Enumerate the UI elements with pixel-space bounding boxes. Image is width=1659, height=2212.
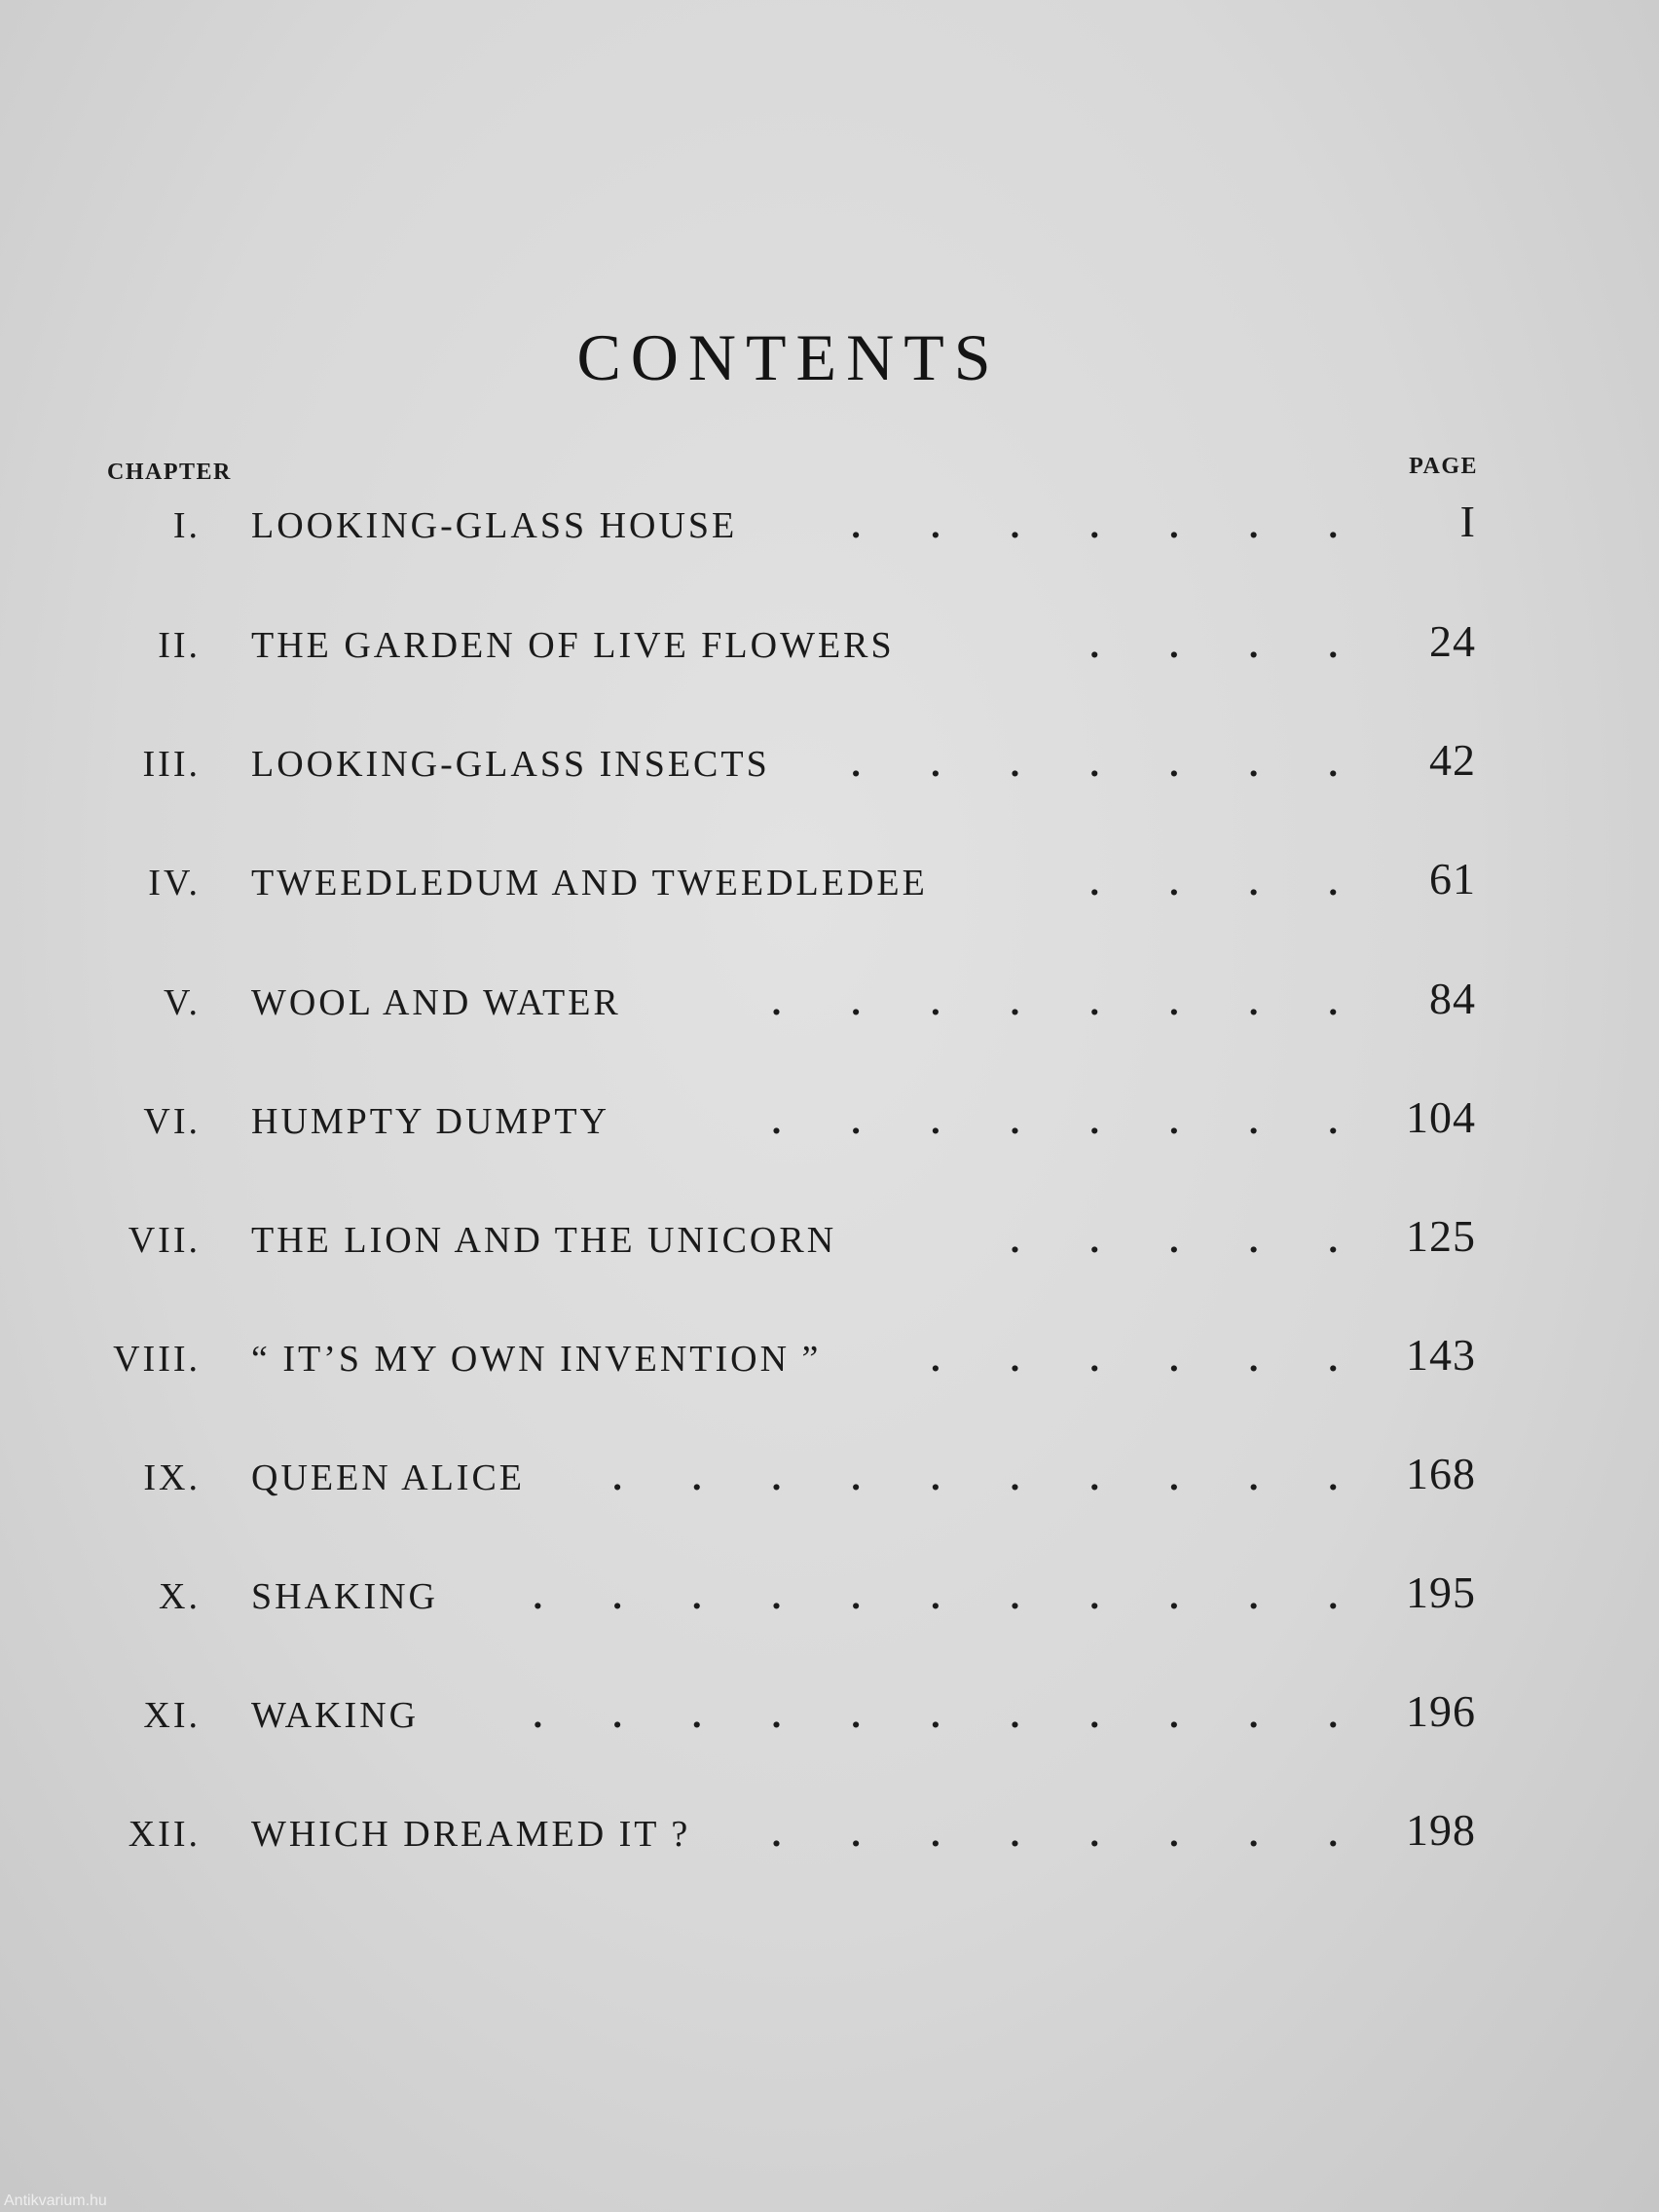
toc-entry [0, 1439, 1659, 1517]
chapter-title: THE GARDEN OF LIVE FLOWERS [251, 625, 895, 666]
toc-entry [0, 1083, 1659, 1161]
chapter-number: IV. [148, 863, 201, 903]
toc-entry [0, 1558, 1659, 1636]
chapter-number: IX. [143, 1457, 201, 1498]
toc-entry [0, 964, 1659, 1042]
chapter-number: VI. [143, 1101, 201, 1142]
chapter-number: III. [142, 744, 201, 785]
dot-leader: . . . . [1089, 625, 1338, 666]
page-number: 195 [1406, 1567, 1476, 1617]
dot-leader: . . . . . . . [851, 505, 1338, 546]
page-column-header: PAGE [1409, 454, 1478, 479]
toc-entry [0, 487, 1659, 565]
chapter-title: LOOKING-GLASS INSECTS [251, 744, 770, 785]
chapter-number: V. [163, 982, 201, 1023]
page-number: 104 [1406, 1092, 1476, 1142]
chapter-number: XI. [143, 1695, 201, 1736]
chapter-number: VIII. [113, 1339, 201, 1380]
page-number: 196 [1406, 1686, 1476, 1736]
page-number: 84 [1429, 974, 1476, 1023]
contents-title: CONTENTS [576, 320, 1001, 394]
chapter-number: I. [172, 505, 201, 546]
chapter-number: XII. [128, 1814, 201, 1855]
dot-leader: . . . . . . . . [771, 982, 1338, 1023]
page-number: I [1459, 497, 1476, 546]
toc-entry [0, 607, 1659, 684]
chapter-title: HUMPTY DUMPTY [251, 1101, 610, 1142]
chapter-title: WAKING [251, 1695, 420, 1736]
chapter-title: WHICH DREAMED IT ? [251, 1814, 691, 1855]
chapter-title: TWEEDLEDUM AND TWEEDLEDEE [251, 863, 928, 903]
dot-leader: . . . . . . . . [771, 1814, 1338, 1855]
toc-entry [0, 1795, 1659, 1873]
chapter-title: SHAKING [251, 1576, 438, 1617]
chapter-number: X. [159, 1576, 201, 1617]
chapter-title: LOOKING-GLASS HOUSE [251, 505, 738, 546]
dot-leader: . . . . . . . . . . [612, 1457, 1338, 1498]
watermark-text: Antikvarium.hu [4, 2193, 107, 2209]
dot-leader: . . . . . . . [851, 744, 1338, 785]
chapter-title: WOOL AND WATER [251, 982, 621, 1023]
chapter-title: THE LION AND THE UNICORN [251, 1220, 837, 1261]
page-number: 24 [1429, 616, 1476, 666]
toc-entry [0, 844, 1659, 922]
toc-entry [0, 725, 1659, 803]
page-number: 198 [1406, 1805, 1476, 1855]
dot-leader: . . . . . . . . . . . [533, 1695, 1338, 1736]
chapter-title: QUEEN ALICE [251, 1457, 526, 1498]
dot-leader: . . . . . [1010, 1220, 1338, 1261]
dot-leader: . . . . [1089, 863, 1338, 903]
page-number: 168 [1406, 1449, 1476, 1498]
page-number: 42 [1429, 735, 1476, 785]
dot-leader: . . . . . . . . [771, 1101, 1338, 1142]
dot-leader: . . . . . . [931, 1339, 1338, 1380]
chapter-column-header: CHAPTER [107, 460, 232, 485]
chapter-number: VII. [128, 1220, 201, 1261]
page-number: 61 [1429, 854, 1476, 903]
toc-entry [0, 1320, 1659, 1398]
chapter-number: II. [158, 625, 201, 666]
toc-entry [0, 1677, 1659, 1754]
toc-entry [0, 1201, 1659, 1279]
chapter-title: “ IT’S MY OWN INVENTION ” [251, 1339, 822, 1380]
page-number: 125 [1406, 1211, 1476, 1261]
page-number: 143 [1406, 1330, 1476, 1380]
dot-leader: . . . . . . . . . . . [533, 1576, 1338, 1617]
